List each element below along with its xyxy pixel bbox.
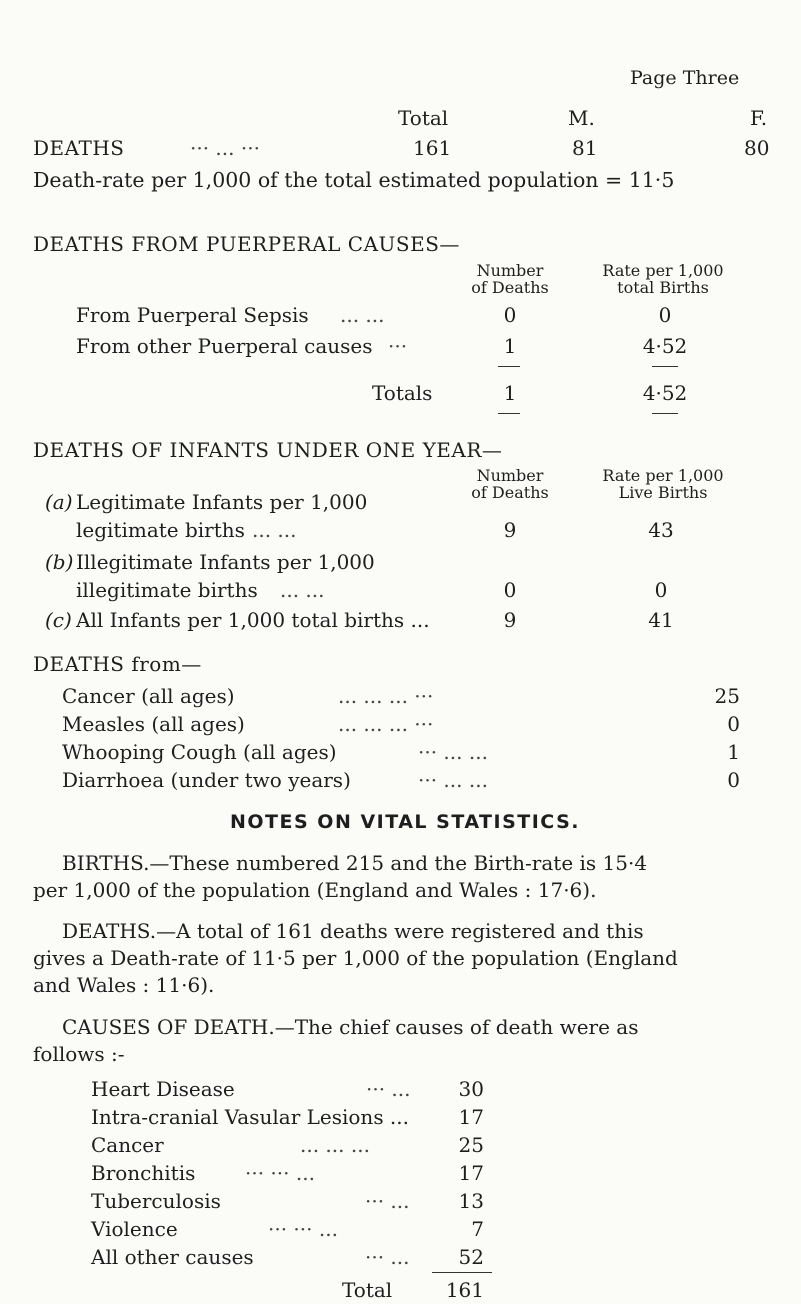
puerperal-row-rate: 0 (658, 303, 672, 327)
deaths-total-value: 161 (413, 136, 452, 160)
deaths-para-line: gives a Death-rate of 11·5 per 1,000 of the population (England (33, 946, 678, 970)
deaths-f-value: 80 (744, 136, 770, 160)
cause-row-label: Intra-cranial Vasular Lesions ... (91, 1105, 410, 1129)
infants-col-rate (588, 467, 738, 501)
cause-row-dots: ··· ... (365, 1189, 410, 1213)
cause-row-label: Bronchitis (91, 1161, 196, 1185)
col-total-header: Total (398, 106, 449, 130)
deaths-from-row-label: Whooping Cough (all ages) (62, 740, 337, 764)
puerperal-number-rule-bottom (498, 413, 520, 414)
col-f-header: F. (750, 106, 768, 130)
infants-row-line2: legitimate births (76, 518, 245, 542)
deaths-from-row-value: 0 (727, 768, 740, 792)
cause-row-value: 52 (458, 1245, 484, 1269)
causes-total-value: 161 (445, 1278, 484, 1302)
infants-row-prefix: (c) (45, 608, 72, 632)
cause-row-label: All other causes (91, 1245, 254, 1269)
deaths-from-row-label: Diarrhoea (under two years) (62, 768, 351, 792)
infants-row-rate: 43 (648, 518, 674, 542)
puerperal-totals-number: 1 (503, 381, 517, 405)
puerperal-row-dots: ... ... (340, 303, 385, 327)
infants-row-number: 0 (503, 578, 517, 602)
deaths-para-line: DEATHS.—A total of 161 deaths were registered and this (62, 919, 644, 943)
causes-para-line: CAUSES OF DEATH.—The chief causes of death were as (62, 1015, 639, 1039)
infants-col-rate-line1: Rate per 1,000 (602, 466, 724, 485)
deaths-m-value: 81 (572, 136, 598, 160)
cause-row-label: Tuberculosis (91, 1189, 221, 1213)
puerperal-col-rate (588, 262, 738, 296)
puerperal-col-rate-line1: Rate per 1,000 (602, 261, 724, 280)
deaths-from-row-label: Cancer (all ages) (62, 684, 235, 708)
cause-row-label: Cancer (91, 1133, 164, 1157)
infants-row-line1: All Infants per 1,000 total births ... (76, 608, 430, 632)
infants-row-line1: Legitimate Infants per 1,000 (76, 490, 368, 514)
puerperal-row-number: 1 (503, 334, 517, 358)
puerperal-row-label: From other Puerperal causes (76, 334, 373, 358)
causes-paragraph (33, 1014, 638, 1068)
infants-row-prefix: (a) (45, 490, 73, 514)
puerperal-heading: DEATHS FROM PUERPERAL CAUSES— (33, 232, 460, 256)
infants-col-number-line1: Number (476, 466, 544, 485)
infants-row-line1: Illegitimate Infants per 1,000 (76, 550, 375, 574)
cause-row-value: 25 (458, 1133, 484, 1157)
cause-row-dots: ··· ··· ... (245, 1161, 315, 1185)
deaths-dots: ··· ... ··· (190, 136, 260, 160)
cause-row-label: Heart Disease (91, 1077, 235, 1101)
puerperal-totals-rate: 4·52 (642, 381, 688, 405)
cause-row-dots: ... ... ... (300, 1133, 370, 1157)
deaths-from-heading: DEATHS from— (33, 652, 202, 676)
col-m-header: M. (568, 106, 595, 130)
puerperal-row-label: From Puerperal Sepsis (76, 303, 309, 327)
cause-row-label: Violence (91, 1217, 178, 1241)
page-header: Page Three (630, 67, 740, 89)
puerperal-row-number: 0 (503, 303, 517, 327)
infants-col-number (455, 467, 565, 501)
deaths-from-row-dots: ... ... ... ··· (338, 712, 434, 736)
infants-row-number: 9 (503, 518, 517, 542)
deaths-label: DEATHS (33, 136, 125, 160)
cause-row-dots: ··· ··· ... (268, 1217, 338, 1241)
death-rate-line: Death-rate per 1,000 of the total estimated population = 11·5 (33, 168, 675, 192)
notes-heading: NOTES ON VITAL STATISTICS. (230, 811, 580, 833)
puerperal-col-number (455, 262, 565, 296)
puerperal-row-dots: ··· (388, 334, 408, 358)
infants-col-rate-line2: Live Births (618, 483, 708, 502)
cause-row-value: 17 (458, 1105, 484, 1129)
deaths-from-row-value: 25 (714, 684, 740, 708)
puerperal-rate-rule-bottom (652, 413, 678, 414)
infants-row-rate: 0 (654, 578, 668, 602)
deaths-from-row-dots: ··· ... ... (418, 740, 488, 764)
cause-row-value: 30 (458, 1077, 484, 1101)
deaths-from-row-dots: ... ... ... ··· (338, 684, 434, 708)
puerperal-col-number-line1: Number (476, 261, 544, 280)
infants-row-dots: ... ... (280, 578, 325, 602)
puerperal-row-rate: 4·52 (642, 334, 688, 358)
births-paragraph (33, 850, 647, 904)
infants-row-rate: 41 (648, 608, 674, 632)
deaths-from-row-value: 1 (727, 740, 740, 764)
puerperal-totals-label: Totals (372, 381, 433, 405)
puerperal-col-number-line2: of Deaths (471, 278, 549, 297)
puerperal-rate-rule (652, 366, 678, 367)
deaths-from-row-label: Measles (all ages) (62, 712, 245, 736)
infants-col-number-line2: of Deaths (471, 483, 549, 502)
puerperal-number-rule (498, 366, 520, 367)
deaths-para-line: and Wales : 11·6). (33, 973, 215, 997)
infants-heading: DEATHS OF INFANTS UNDER ONE YEAR— (33, 438, 503, 462)
puerperal-col-rate-line2: total Births (617, 278, 709, 297)
deaths-from-row-dots: ··· ... ... (418, 768, 488, 792)
cause-row-value: 17 (458, 1161, 484, 1185)
cause-row-value: 7 (471, 1217, 484, 1241)
causes-total-rule (432, 1272, 492, 1273)
causes-total-label: Total (342, 1278, 393, 1302)
cause-row-value: 13 (458, 1189, 484, 1213)
causes-para-line: follows :- (33, 1042, 125, 1066)
infants-row-line2: illegitimate births (76, 578, 258, 602)
deaths-from-row-value: 0 (727, 712, 740, 736)
births-para-line: per 1,000 of the population (England and Wales : 17·6). (33, 878, 597, 902)
deaths-paragraph (33, 918, 678, 999)
births-para-line: BIRTHS.—These numbered 215 and the Birth-rate is 15·4 (62, 851, 648, 875)
cause-row-dots: ··· ... (365, 1245, 410, 1269)
infants-row-number: 9 (503, 608, 517, 632)
infants-row-prefix: (b) (45, 550, 74, 574)
infants-row-dots: ... ... (252, 518, 297, 542)
cause-row-dots: ··· ... (366, 1077, 411, 1101)
